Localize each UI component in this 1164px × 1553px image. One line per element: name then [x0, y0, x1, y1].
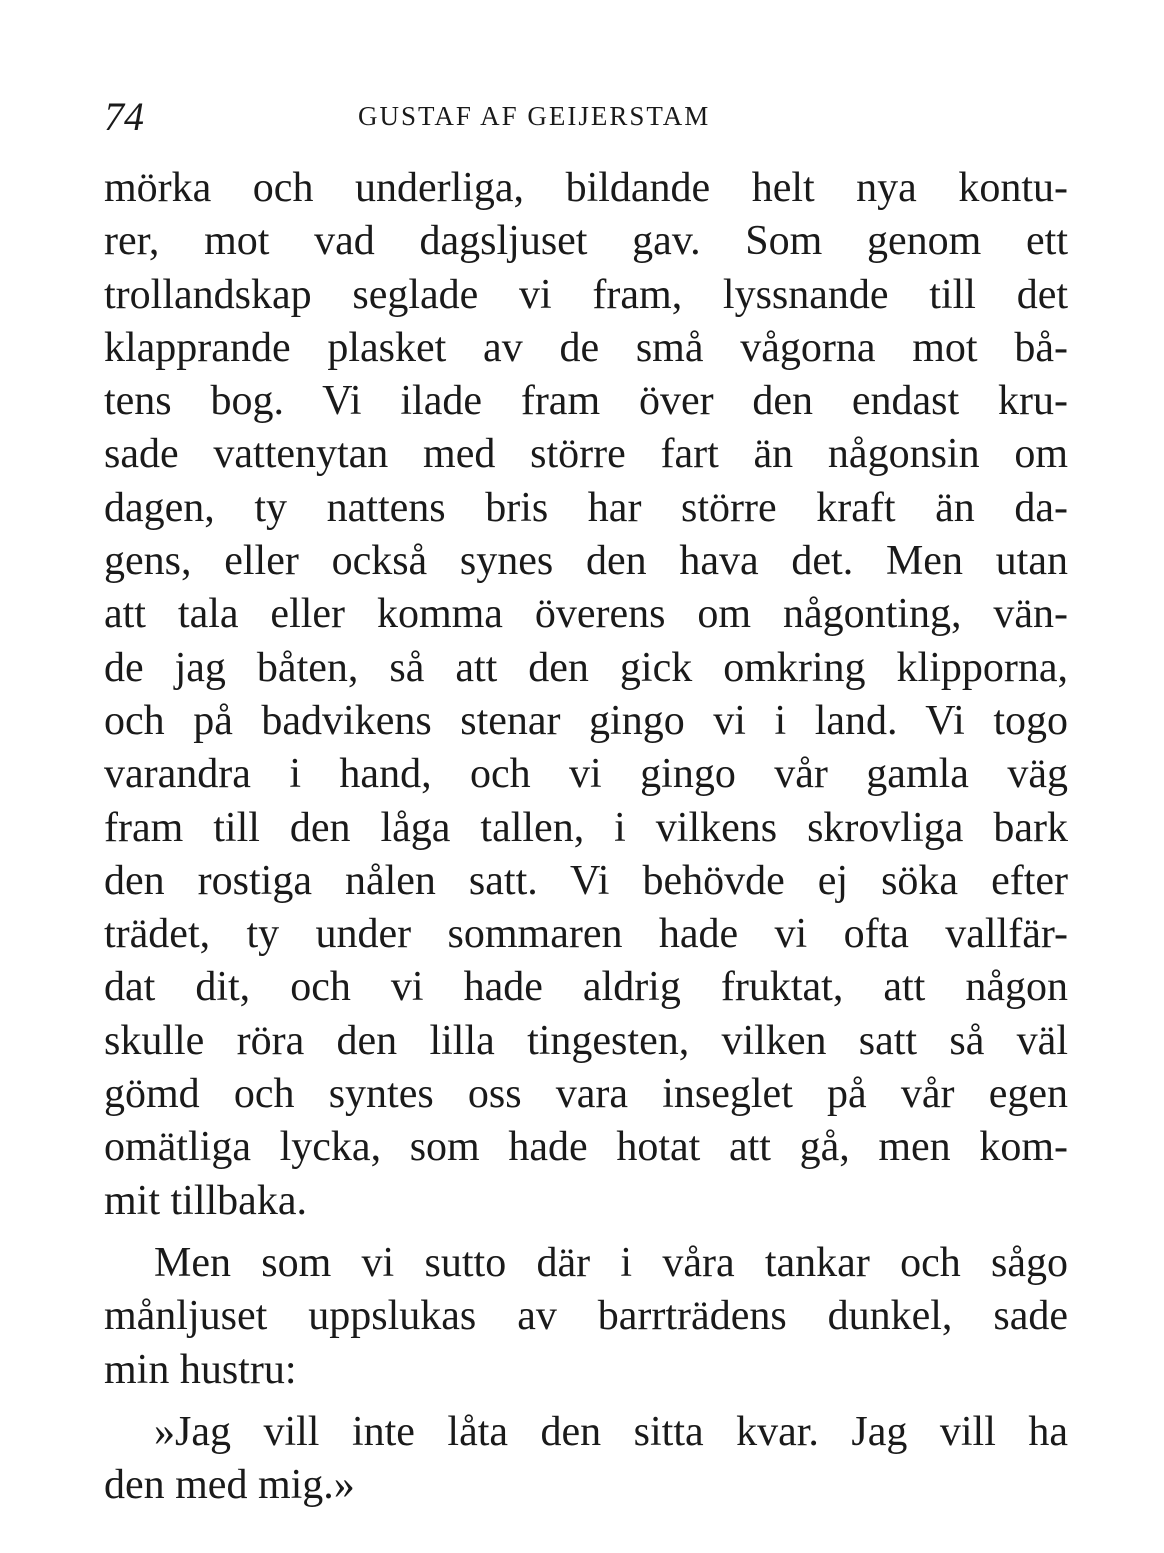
page-number: 74 [104, 94, 144, 139]
text-line: klapprande plasket av de små vågorna mot bå- [104, 324, 1068, 371]
text-line: mit tillbaka. [104, 1177, 307, 1224]
text-line: dagen, ty nattens bris har större kraft än da- [104, 484, 1068, 531]
text-line: rer, mot vad dagsljuset gav. Som genom ett [104, 218, 1068, 265]
text-line: Men som vi sutto där i våra tankar och sågo [154, 1239, 1068, 1286]
text-line: trädet, ty under sommaren hade vi ofta vallfär- [104, 911, 1068, 958]
text-line: månljuset uppslukas av barrträdens dunkel, sade [104, 1293, 1068, 1340]
text-line: min hustru: [104, 1346, 297, 1393]
paragraph-2 [104, 1237, 1068, 1397]
text-line: den rostiga nålen satt. Vi behövde ej söka efter [104, 857, 1068, 904]
paragraph-1 [104, 162, 1068, 1228]
running-head: GUSTAF AF GEIJERSTAM [358, 101, 711, 131]
text-line: omätliga lycka, som hade hotat att gå, men kom- [104, 1124, 1068, 1171]
text-line: de jag båten, så att den gick omkring klipporna, [104, 644, 1068, 691]
text-line: att tala eller komma överens om någonting, vän- [104, 591, 1068, 638]
text-line: trollandskap seglade vi fram, lyssnande till det [104, 271, 1068, 318]
text-line: sade vattenytan med större fart än någonsin om [104, 431, 1068, 478]
text-line: gens, eller också synes den hava det. Men utan [104, 538, 1068, 585]
text-line: och på badvikens stenar gingo vi i land. Vi togo [104, 697, 1068, 744]
text-line: den med mig.» [104, 1462, 355, 1509]
body-text [104, 162, 1068, 1512]
page-header [104, 92, 1064, 142]
text-line: skulle röra den lilla tingesten, vilken satt så väl [104, 1017, 1068, 1064]
text-line: varandra i hand, och vi gingo vår gamla väg [104, 751, 1068, 798]
text-line: gömd och syntes oss vara inseglet på vår egen [104, 1071, 1068, 1118]
text-line: dat dit, och vi hade aldrig fruktat, att någon [104, 964, 1068, 1011]
paragraph-3 [104, 1406, 1068, 1513]
text-line: »Jag vill inte låta den sitta kvar. Jag vill ha [154, 1408, 1068, 1455]
text-line: tens bog. Vi ilade fram över den endast kru- [104, 378, 1068, 425]
text-line: fram till den låga tallen, i vilkens skrovliga bark [104, 804, 1068, 851]
text-line: mörka och underliga, bildande helt nya kontu- [104, 165, 1068, 211]
